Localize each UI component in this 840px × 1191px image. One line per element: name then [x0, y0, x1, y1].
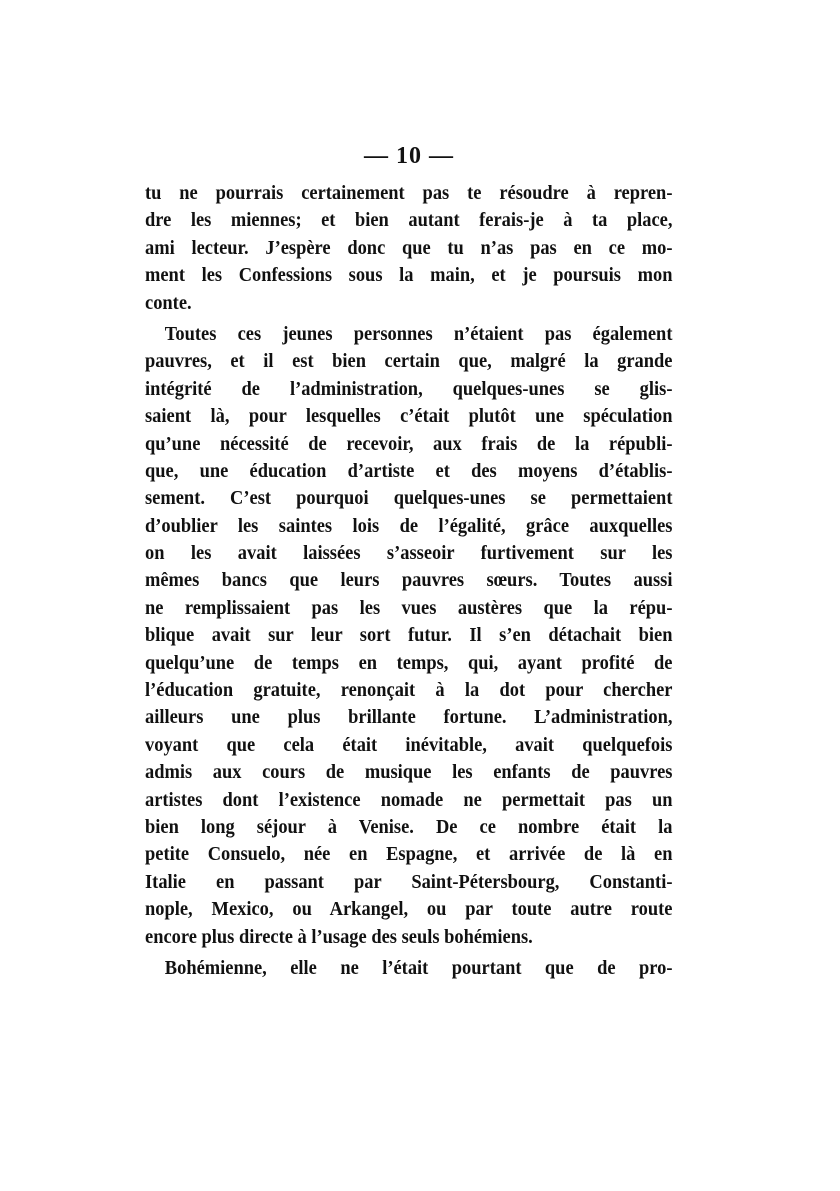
- text-line: d’oublier les saintes lois de l’égalité, grâce auxquelles: [145, 514, 673, 537]
- text-line: tu ne pourrais certainement pas te résoudre à repren-: [145, 182, 673, 204]
- text-line: bien long séjour à Venise. De ce nombre était la: [145, 815, 673, 838]
- text-line: encore plus directe à l’usage des seuls bohémiens.: [145, 925, 533, 948]
- text-line: ne remplissaient pas les vues austères que la répu-: [145, 596, 673, 619]
- text-line: Bohémienne, elle ne l’était pourtant que de pro-: [164, 956, 673, 979]
- paragraph-3: [145, 955, 673, 982]
- text-line: sement. C’est pourquoi quelques-unes se permettaient: [145, 487, 673, 510]
- text-line: conte.: [145, 291, 192, 314]
- text-line: l’éducation gratuite, renonçait à la dot pour chercher: [145, 679, 673, 702]
- text-line: ami lecteur. J’espère donc que tu n’as pas en ce mo-: [145, 236, 673, 259]
- text-line: saient là, pour lesquelles c’était plutôt une spéculation: [145, 405, 673, 428]
- text-line: admis aux cours de musique les enfants de pauvres: [145, 761, 673, 784]
- text-line: voyant que cela était inévitable, avait quelquefois: [145, 733, 673, 756]
- text-line: artistes dont l’existence nomade ne permettait pas un: [145, 788, 673, 811]
- paragraph-1: [145, 180, 673, 317]
- paragraph-2: [145, 321, 673, 951]
- text-line: petite Consuelo, née en Espagne, et arrivée de là en: [145, 843, 673, 866]
- text-line: Toutes ces jeunes personnes n’étaient pas également: [164, 322, 673, 345]
- text-line: on les avait laissées s’asseoir furtivement sur les: [145, 542, 673, 565]
- text-line: pauvres, et il est bien certain que, malgré la grande: [145, 350, 673, 373]
- text-line: intégrité de l’administration, quelques-unes se glis-: [145, 377, 673, 400]
- text-line: quelqu’une de temps en temps, qui, ayant profité de: [145, 651, 673, 674]
- book-page: [145, 138, 673, 982]
- text-line: qu’une nécessité de recevoir, aux frais de la républi-: [145, 432, 673, 455]
- text-line: ailleurs une plus brillante fortune. L’administration,: [145, 706, 673, 729]
- text-line: ment les Confessions sous la main, et je poursuis mon: [145, 264, 673, 287]
- text-line: dre les miennes; et bien autant ferais-je à ta place,: [145, 209, 673, 232]
- text-line: mêmes bancs que leurs pauvres sœurs. Toutes aussi: [145, 569, 673, 592]
- text-line: que, une éducation d’artiste et des moyens d’établis-: [145, 459, 673, 482]
- page-number: — 10 —: [364, 143, 454, 169]
- text-line: blique avait sur leur sort futur. Il s’en détachait bien: [145, 624, 673, 647]
- text-line: Italie en passant par Saint-Pétersbourg, Constanti-: [145, 870, 673, 893]
- text-line: nople, Mexico, ou Arkangel, ou par toute autre route: [145, 898, 673, 921]
